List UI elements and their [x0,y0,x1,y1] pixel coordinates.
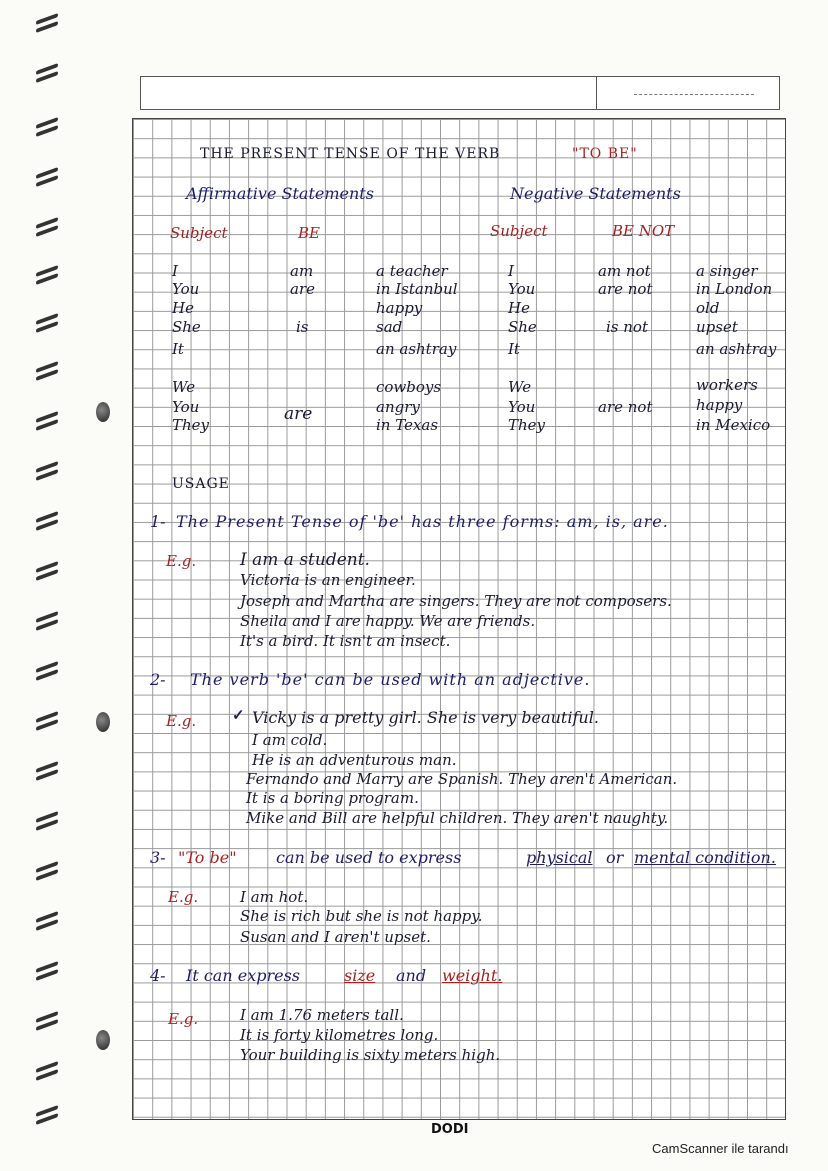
subject-cell: They [172,416,210,434]
example-line: It's a bird. It isn't an insect. [240,632,451,650]
complement-cell: angry [376,398,420,416]
example-line: Your building is sixty meters high. [240,1046,501,1064]
example-line: I am a student. [240,550,370,570]
header-divider [596,77,597,109]
complement-neg-cell: in Mexico [696,416,771,434]
example-line: I am hot. [240,888,309,906]
binder-hole [96,402,110,422]
example-line: Victoria is an engineer. [240,571,416,589]
eg-label: E.g. [168,1010,199,1028]
usage-heading: USAGE [172,476,230,492]
be-not-label: BE NOT [612,222,675,240]
spiral-ring [36,410,58,432]
rule-quote: "To be" [178,848,237,867]
example-line: I am cold. [252,731,328,749]
be-not-cell: am not [598,262,651,280]
rule-underlined-word: size [344,966,376,985]
example-line: He is an adventurous man. [252,751,457,769]
subject-neg-cell: I [508,262,514,280]
example-line: I am 1.76 meters tall. [240,1006,404,1024]
complement-cell: in Texas [376,416,439,434]
binder-hole [96,1030,110,1050]
subject-cell: It [172,340,184,358]
subject-neg-cell: She [508,318,537,336]
subject-cell: She [172,318,201,336]
subject-cell: He [172,299,194,317]
complement-neg-cell: upset [696,318,738,336]
spiral-ring [36,62,58,84]
complement-cell: an ashtray [376,340,457,358]
complement-cell: happy [376,299,423,317]
rule-text-and: and [396,966,427,985]
rule-text: The verb 'be' can be used with an adjective. [190,670,591,689]
rule-underlined-word: mental condition. [634,848,776,867]
subject-neg-cell: We [508,378,532,396]
subject-neg-cell: You [508,398,536,416]
subject-label: Subject [170,224,228,242]
complement-cell: in Istanbul [376,280,458,298]
rule-underlined-word: physical [526,848,593,867]
spiral-ring [36,810,58,832]
negative-header: Negative Statements [510,184,681,203]
spiral-ring [36,460,58,482]
subject-neg-cell: You [508,280,536,298]
rule-number: 3- [150,848,166,867]
eg-label: E.g. [168,888,199,906]
date-header-box [140,76,780,110]
spiral-ring [36,860,58,882]
subject-cell: You [172,398,200,416]
rule-number: 1- [150,512,166,531]
subject-cell: You [172,280,200,298]
spiral-ring [36,710,58,732]
page-title-verb: "TO BE" [572,146,638,162]
spiral-ring [36,1104,58,1126]
subject-cell: I [172,262,178,280]
rule-underlined-word: weight. [442,966,503,985]
subject-neg-cell: It [508,340,520,358]
date-line [634,94,754,95]
spiral-ring [36,960,58,982]
notebook-logo: DODI [431,1122,469,1137]
example-line: It is a boring program. [246,789,419,807]
spiral-ring [36,1060,58,1082]
be-cell: am [290,262,314,280]
example-line: Fernando and Marry are Spanish. They aren't American. [246,770,678,788]
spiral-ring [36,510,58,532]
spiral-ring [36,560,58,582]
complement-neg-cell: in London [696,280,773,298]
subject-cell: We [172,378,196,396]
spiral-ring [36,166,58,188]
example-line: Susan and I aren't upset. [240,928,431,946]
spiral-ring [36,660,58,682]
scanner-watermark: CamScanner ile tarandı [652,1141,789,1156]
example-line: Joseph and Martha are singers. They are not composers. [240,592,672,610]
binder-hole [96,712,110,732]
affirmative-header: Affirmative Statements [186,184,374,203]
spiral-ring [36,264,58,286]
spiral-ring [36,910,58,932]
spiral-ring [36,216,58,238]
complement-cell: sad [376,318,403,336]
check-mark: ✓ [232,706,245,724]
complement-neg-cell: old [696,299,720,317]
spiral-ring [36,760,58,782]
be-label: BE [298,224,320,242]
complement-neg-cell: happy [696,396,743,414]
rule-text: The Present Tense of 'be' has three forms: am, is, are. [176,512,669,531]
eg-label: E.g. [166,552,197,570]
spiral-ring [36,312,58,334]
example-line: Mike and Bill are helpful children. They aren't naughty. [246,809,669,827]
be-cell: are [290,280,315,298]
example-line: She is rich but she is not happy. [240,907,483,925]
rule-number: 2- [150,670,166,689]
complement-neg-cell: a singer [696,262,758,280]
be-not-cell: is not [606,318,648,336]
be-cell: are [284,404,313,424]
spiral-ring [36,610,58,632]
complement-cell: cowboys [376,378,442,396]
complement-neg-cell: workers [696,376,758,394]
eg-label: E.g. [166,712,197,730]
subject-label-negative: Subject [490,222,548,240]
rule-number: 4- [150,966,166,985]
spiral-ring [36,12,58,34]
spiral-ring [36,116,58,138]
be-not-cell: are not [598,398,653,416]
subject-neg-cell: They [508,416,546,434]
example-line: Sheila and I are happy. We are friends. [240,612,536,630]
page-title: THE PRESENT TENSE OF THE VERB [200,146,501,162]
example-line: Vicky is a pretty girl. She is very beautiful. [252,708,599,727]
be-not-cell: are not [598,280,653,298]
spiral-ring [36,1010,58,1032]
spiral-ring [36,360,58,382]
be-cell: is [296,318,309,336]
rule-text-or: or [606,848,624,867]
complement-cell: a teacher [376,262,448,280]
rule-text: It can express [186,966,300,985]
rule-text: can be used to express [276,848,462,867]
complement-neg-cell: an ashtray [696,340,777,358]
subject-neg-cell: He [508,299,530,317]
example-line: It is forty kilometres long. [240,1026,439,1044]
